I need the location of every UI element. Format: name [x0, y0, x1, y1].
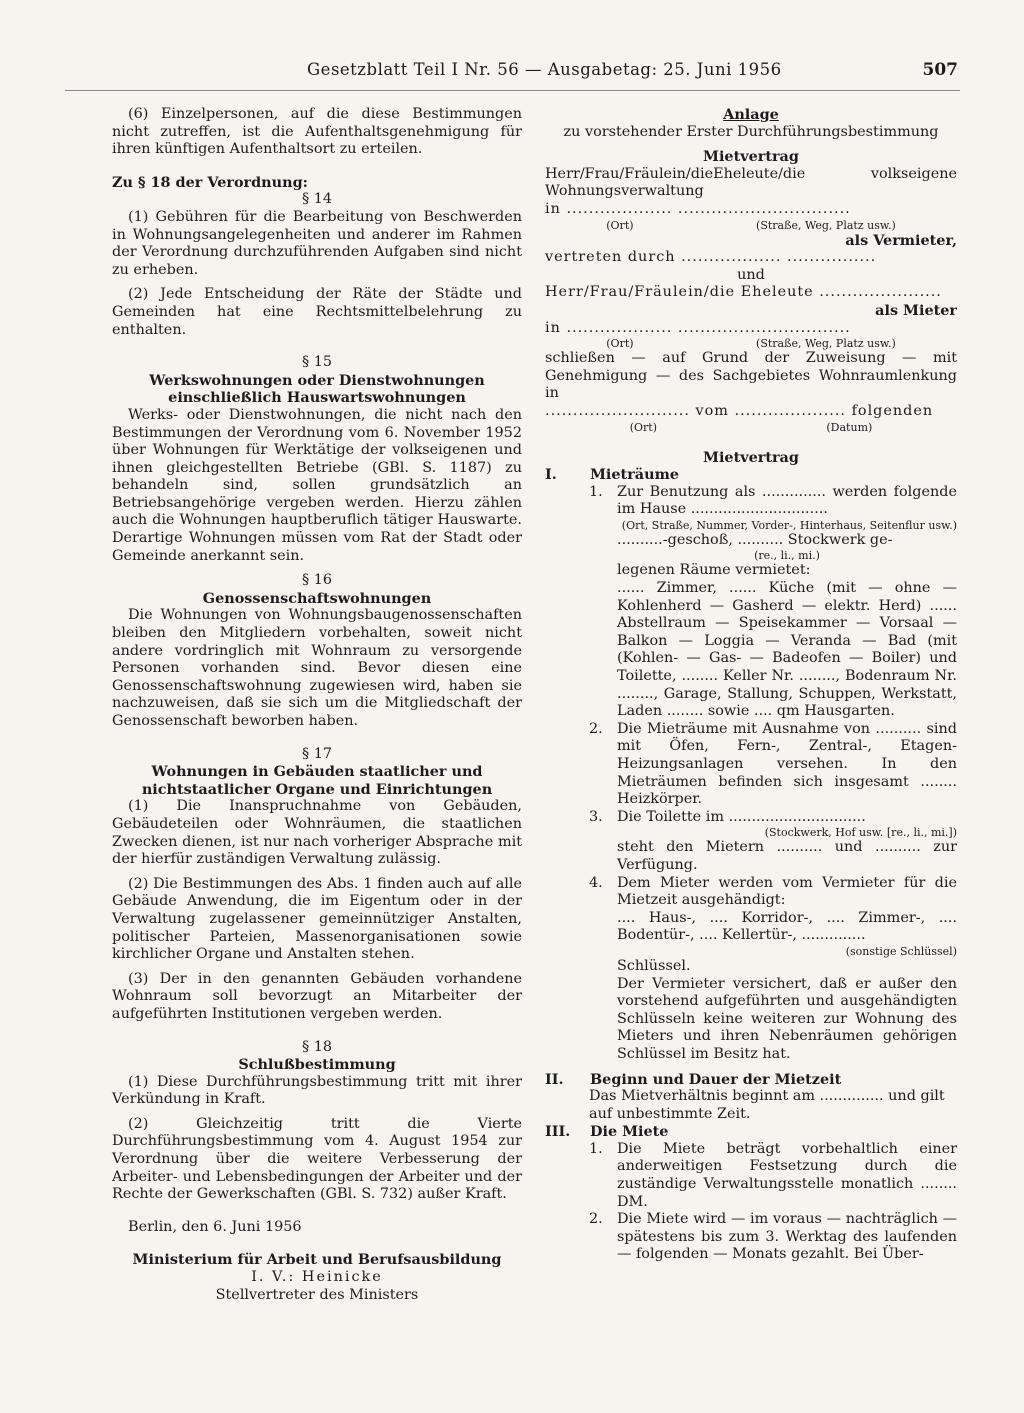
header-title: Gesetzblatt Teil I Nr. 56 — Ausgabetag: 25. Juni 1956: [307, 60, 782, 79]
item-i-3: [589, 809, 957, 875]
item-number: 1.: [589, 483, 603, 500]
signer-role: Stellvertreter des Ministers: [215, 1286, 419, 1303]
section-17-para-2: (2) Die Bestimmungen des Abs. 1 finden auch auf alle Gebäude Anwendung, die im Eigentum oder in der Verwaltung zugelassener gemeinnütziger Anstalten, politischer Parteien, Massenorganisationen sowie kirchlicher Organe und Anstalten stehen.: [112, 875, 522, 963]
label-ort: (Ort): [606, 218, 634, 232]
ministry-name: Ministerium für Arbeit und Berufsausbildung: [132, 1251, 502, 1269]
item-iii-1: [589, 1141, 957, 1211]
label-strasse-2: (Straße, Weg, Platz usw.): [756, 337, 896, 351]
date-labels: [545, 421, 957, 434]
right-column: [545, 106, 957, 1264]
mietvertrag-heading: Mietvertrag: [703, 148, 799, 166]
date-line: .......................... vom .................... folgenden: [545, 402, 934, 419]
item-text: Die Miete wird — im voraus — nachträglich — spätestens bis zum 3. Werktag des laufenden — folgenden — Monats gezahlt. Bei Über-: [617, 1211, 957, 1263]
item-text: Schlüssel.: [617, 957, 691, 974]
section-17-para-1: (1) Die Inanspruchnahme von Gebäuden, Gebäudeteilen oder Wohnräumen, die staatlichen Zwecken dienen, ist nur nach vorheriger Absprache mit der hierfür zuständigen Verwaltung zulässig.: [112, 798, 522, 868]
signer-name: I. V.: Heinicke: [251, 1269, 383, 1286]
section-iii-title: Die Miete: [590, 1123, 669, 1141]
item-text: Zur Benutzung als .............. werden folgende im Hause ..............................: [617, 483, 957, 518]
section-14-para-2: (2) Jede Entscheidung der Räte der Städte und Gemeinden hat eine Rechtsmittelbelehrung zu enthalten.: [112, 286, 522, 338]
party-1: Herr/Frau/Fräulein/dieEheleute/die volkseigene Wohnungsverwaltung: [545, 165, 957, 200]
room-list: ...... Zimmer, ...... Küche (mit — ohne — Kohlenherd — Gasherd — elektr. Herd) ...... Abstellraum — Speisekammer — Vorsaal — Balkon — Loggia — Veranda — Bad (mit (Kohlen- — Gas- — Badeofen — Boiler) und Toilette, ........ Keller Nr. ........, Bodenraum Nr. ........, Garage, Stallung, Schuppen, Werkstatt, Laden ........ sowie .... qm Hausgarten.: [617, 580, 957, 720]
section-14-number: § 14: [301, 191, 333, 208]
item-i-1: [589, 484, 957, 721]
section-i-title: Mieträume: [590, 466, 679, 484]
section-18-para-2: (2) Gleichzeitig tritt die Vierte Durchführungsbestimmung vom 4. August 1954 zur Verordnung über die weitere Verbesserung der Arbeiter- und Lebensbedingungen der Arbeiter und der Rechte der Gewerkschaften (GBl. S. 732) außer Kraft.: [112, 1115, 522, 1203]
location-labels-1: [545, 219, 957, 232]
represented-by: vertreten durch .................. ................: [545, 249, 877, 266]
section-ii-heading: [545, 1071, 957, 1089]
item-number: 4.: [589, 874, 603, 891]
section-18-para-1: (1) Diese Durchführungsbestimmung tritt mit ihrer Verkündung in Kraft.: [112, 1073, 522, 1108]
section-18-number: § 18: [301, 1038, 333, 1055]
section-18-title: Schlußbestimmung: [238, 1056, 396, 1074]
section-17-para-3: (3) Der in den genannten Gebäuden vorhandene Wohnraum soll bevorzugt an Mitarbeiter der aufgeführten Institutionen vergeben werden.: [112, 970, 522, 1022]
item-label: (sonstige Schlüssel): [845, 944, 957, 958]
item-text: legenen Räume vermietet:: [617, 562, 811, 579]
section-16-number: § 16: [301, 572, 333, 589]
party-1-location: in ................... ...............................: [545, 200, 851, 217]
item-i-4: [589, 875, 957, 1064]
party-2-location: in ................... ...............................: [545, 319, 851, 336]
section-iii-number: III.: [545, 1123, 571, 1141]
location-labels-2: [545, 337, 957, 350]
item-number: 2.: [589, 720, 603, 737]
section-ii-number: II.: [545, 1070, 564, 1088]
conclusion-text: schließen — auf Grund der Zuweisung — mit Genehmigung — des Sachgebietes Wohnraumlenkung in: [545, 350, 957, 402]
item-text: Der Vermieter versichert, daß er außer den vorstehend aufgeführten und ausgehändigten Schlüsseln keine weiteren zur Wohnung des Mieters und ihren Nebenräumen gehörigen Schlüssel im Besitz hat.: [617, 975, 957, 1062]
section-iii-heading: [545, 1123, 957, 1141]
section-15-text: Werks- oder Dienstwohnungen, die nicht nach den Bestimmungen der Verordnung vom 6. November 1952 über Wohnungen für Werktätige der volkseigenen und ihnen gleichgestellten Betriebe (GBl. S. 1187) zu behandeln sind, sollen grundsätzlich an Betriebsangehörige vergeben werden. Hierzu zählen auch die Wohnungen hauptberuflich tätiger Hauswarte. Derartige Wohnungen müssen vom Rat der Stadt oder Gemeinde anerkannt sein.: [112, 406, 522, 564]
section-17-title: Wohnungen in Gebäuden staatlicher und nichtstaatlicher Organe und Einrichtungen: [141, 763, 493, 798]
header-rule: [65, 90, 960, 91]
label-strasse: (Straße, Weg, Platz usw.): [756, 218, 896, 232]
section-i-number: I.: [545, 466, 557, 484]
item-number: 3.: [589, 808, 603, 825]
item-text: Die Miete beträgt vorbehaltlich einer anderweitigen Festsetzung durch die zuständige Verwaltungsstelle monatlich ........ DM.: [617, 1140, 957, 1210]
item-label: (Ort, Straße, Nummer, Vorder-, Hinterhaus, Seitenflur usw.): [621, 518, 957, 532]
running-header: [0, 60, 1024, 86]
as-landlord: als Vermieter,: [845, 231, 957, 249]
item-number: 1.: [589, 1140, 603, 1157]
item-text: Die Mieträume mit Ausnahme von .......... sind mit Öfen, Fern-, Zentral-, Etagen-Heizungsanlagen versehen. In den Mieträumen befinden sich insgesamt ........ Heizkörper.: [617, 720, 957, 808]
section-17-number: § 17: [301, 745, 333, 762]
item-text: ..........-geschoß, .......... Stockwerk ge-: [617, 531, 893, 548]
section-ii-title: Beginn und Dauer der Mietzeit: [590, 1070, 842, 1088]
and-word: und: [737, 266, 765, 283]
section-15-title: Werkswohnungen oder Dienstwohnungen einschließlich Hauswartswohnungen: [149, 371, 485, 407]
anlage-heading: Anlage: [723, 106, 779, 123]
key-list: .... Haus-, .... Korridor-, .... Zimmer-, .... Bodentür-, .... Kellertür-, ..............: [617, 909, 957, 944]
section-ii-text: Das Mietverhältnis beginnt am .............. und gilt auf unbestimmte Zeit.: [589, 1088, 945, 1122]
item-number: 2.: [589, 1211, 603, 1228]
section-heading-zu18: Zu § 18 der Verordnung:: [112, 173, 308, 191]
place-date: Berlin, den 6. Juni 1956: [128, 1218, 302, 1235]
item-label: (Stockwerk, Hof usw. [re., li., mi.]): [764, 826, 957, 840]
party-2: Herr/Frau/Fräulein/die Eheleute ......................: [545, 284, 942, 301]
section-16-text: Die Wohnungen von Wohnungsbaugenossenschaften bleiben den Mitgliedern vorbehalten, soweit nicht andere vordringlich mit Wohnraum zu versorgende Personen vorhanden sind. Bevor diesen eine Genossenschaftswohnung zugewiesen wird, haben sie nachzuweisen, daß sie sich um die Mitgliedschaft der Genossenschaft beworben haben.: [112, 607, 522, 729]
page-number: 507: [922, 60, 958, 80]
item-text: Die Toilette im ..............................: [617, 808, 866, 825]
left-column: [112, 106, 522, 1304]
section-14-para-1: (1) Gebühren für die Bearbeitung von Beschwerden in Wohnungsangelegenheiten und anderer im Rahmen der Verordnung durchzuführenden Aufgaben sind nicht zu erheben.: [112, 208, 522, 278]
section-15-number: § 15: [301, 354, 333, 371]
label-ort-2: (Ort): [606, 337, 634, 351]
label-ort-3: (Ort): [629, 420, 657, 434]
item-text: Dem Mieter werden vom Vermieter für die Mietzeit ausgehändigt:: [617, 874, 957, 909]
item-iii-2: [589, 1211, 957, 1264]
section-i-heading: [545, 466, 957, 484]
anlage-subtitle: zu vorstehender Erster Durchführungsbestimmung: [563, 123, 939, 140]
item-text: steht den Mietern .......... und .......... zur Verfügung.: [617, 839, 957, 873]
section-16-title: Genossenschaftswohnungen: [202, 589, 432, 607]
item-label: (re., li., mi.): [754, 549, 820, 563]
paragraph-6: (6) Einzelpersonen, auf die diese Bestimmungen nicht zutreffen, ist die Aufenthaltsgenehmigung für ihren künftigen Aufenthaltsort zu erteilen.: [112, 106, 522, 158]
item-i-2: [589, 721, 957, 809]
mietvertrag-heading-2: Mietvertrag: [703, 448, 799, 466]
label-datum: (Datum): [826, 420, 873, 434]
as-tenant: als Mieter: [875, 301, 957, 319]
